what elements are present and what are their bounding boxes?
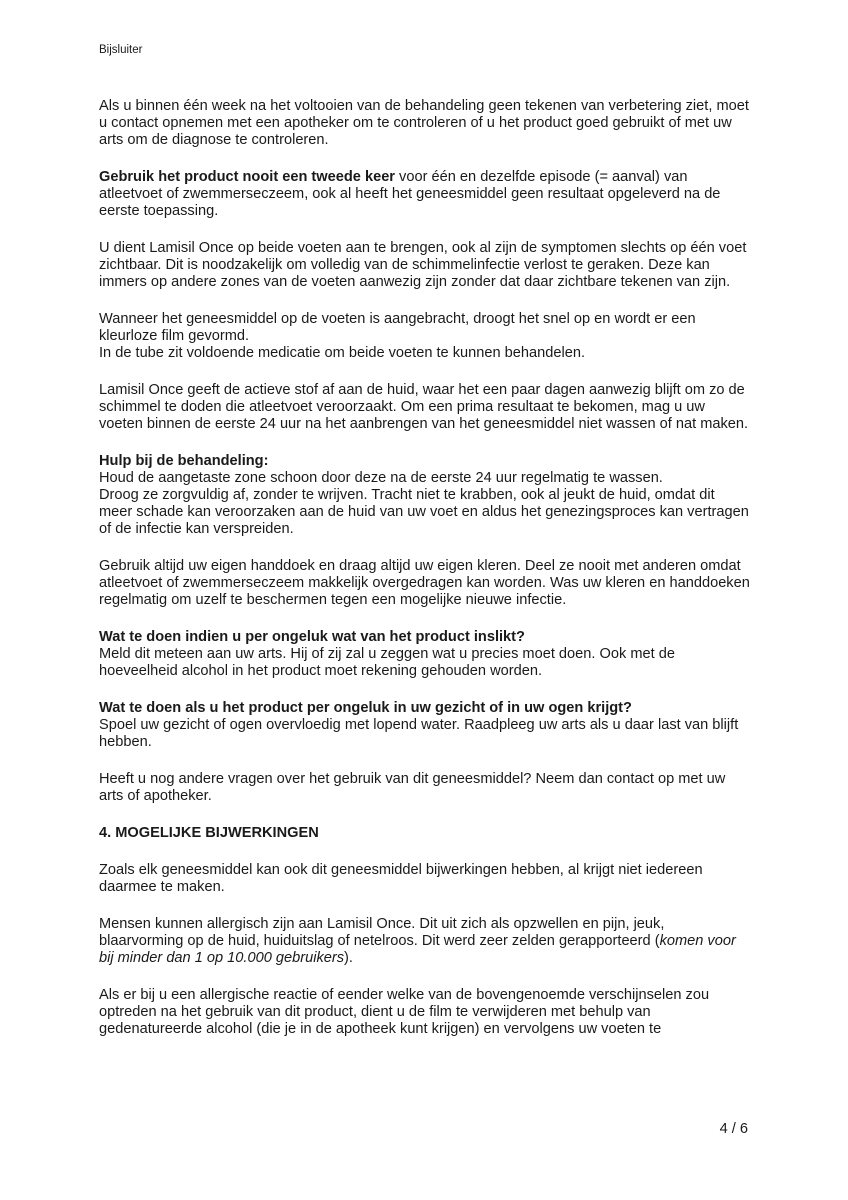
paragraph-line: Houd de aangetaste zone schoon door deze na de eerste 24 uur regelmatig te wassen. [99,470,663,486]
section-heading-text: 4. MOGELIJKE BIJWERKINGEN [99,825,319,841]
paragraph-text: Zoals elk geneesmiddel kan ook dit geneesmiddel bijwerkingen hebben, al krijgt niet iedereen daarmee te maken. [99,862,703,895]
paragraph-more-questions [99,771,751,805]
paragraph-line: Wanneer het geneesmiddel op de voeten is aangebracht, droogt het snel op en wordt er een kleurloze film gevormd. [99,311,696,344]
document-header-label: Bijsluiter [99,44,143,56]
paragraph-text: Als u binnen één week na het voltooien van de behandeling geen tekenen van verbetering ziet, moet u contact opnemen met een apotheker om te controleren of u het product goed gebruikt of met uw arts om de diagnose te controleren. [99,98,749,148]
paragraph-colorless-film [99,311,751,362]
paragraph-text: Heeft u nog andere vragen over het gebruik van dit geneesmiddel? Neem dan contact op met uw arts of apotheker. [99,771,726,804]
paragraph-text: voor één en dezelfde episode (= aanval) van atleetvoet of zwemmerseczeem, ook al heeft het geneesmiddel geen resultaat opgeleverd na de eerste toepassing. [99,169,721,219]
paragraph-treatment-help [99,453,751,538]
paragraph-text: ). [344,950,353,966]
paragraph-side-effects-intro [99,862,751,896]
frequency-note-italic: komen voor bij minder dan 1 op 10.000 gebruikers [99,933,736,966]
paragraph-text: Mensen kunnen allergisch zijn aan Lamisil Once. Dit uit zich als opzwellen en pijn, jeuk, blaarvorming op de huid, huiduitslag of netelroos. Dit werd zeer zelden gerapporteerd ( [99,916,665,949]
paragraph-text: Gebruik altijd uw eigen handdoek en draag altijd uw eigen kleren. Deel ze nooit met anderen omdat atleetvoet of zwemmerseczeem makkelijk overgedragen kan worden. Was uw kleren en handdoeken regelmatig om uzelf te beschermen tegen een mogelijke nieuwe infectie. [99,558,750,608]
paragraph-active-substance [99,382,751,433]
page-number: 4 / 6 [719,1121,748,1137]
paragraph-text: Droog ze zorgvuldig af, zonder te wrijven. Tracht niet te krabben, ook al jeukt de huid, omdat dit meer schade kan veroorzaken aan de huid van uw voet en aldus het genezingsproces kan vertragen of de infectie kan verspreiden. [99,487,749,537]
paragraph-text: Spoel uw gezicht of ogen overvloedig met lopend water. Raadpleeg uw arts als u daar last van blijft hebben. [99,717,739,750]
paragraph-allergic [99,916,751,967]
section-heading-side-effects [99,825,751,842]
paragraph-own-towel [99,558,751,609]
paragraph-never-twice [99,169,751,220]
paragraph-swallowed [99,629,751,680]
paragraph-no-improvement [99,98,751,149]
run-in-heading: Wat te doen als u het product per ongeluk in uw gezicht of in uw ogen krijgt? [99,700,632,716]
paragraph-text: U dient Lamisil Once op beide voeten aan te brengen, ook al zijn de symptomen slechts op één voet zichtbaar. Dit is noodzakelijk om volledig van de schimmelinfectie verlost te geraken. Deze kan immers op andere zones van de voeten aanwezig zijn zonder dat daar zichtbare tekenen van zijn. [99,240,747,290]
paragraph-line: In de tube zit voldoende medicatie om beide voeten te kunnen behandelen. [99,345,586,361]
paragraph-text: Lamisil Once geeft de actieve stof af aan de huid, waar het een paar dagen aanwezig blijft om zo de schimmel te doden die atleetvoet veroorzaakt. Om een prima resultaat te bekomen, mag u uw voeten binnen de eerste 24 uur na het aanbrengen van het geneesmiddel niet wassen of nat maken. [99,382,749,432]
paragraph-face-eyes [99,700,751,751]
bold-lead-text: Gebruik het product nooit een tweede keer [99,169,395,185]
run-in-heading: Hulp bij de behandeling: [99,453,269,469]
run-in-heading: Wat te doen indien u per ongeluk wat van het product inslikt? [99,629,525,645]
document-body [99,98,751,1038]
paragraph-text: Meld dit meteen aan uw arts. Hij of zij zal u zeggen wat u precies moet doen. Ook met de hoeveelheid alcohol in het product moet rekening gehouden worden. [99,646,675,679]
paragraph-text: Als er bij u een allergische reactie of eender welke van de bovengenoemde verschijnselen zou optreden na het gebruik van dit product, dient u de film te verwijderen met behulp van gedenatureerde alcohol (die je in de apotheek kunt krijgen) en vervolgens uw voeten te [99,987,710,1037]
paragraph-allergic-reaction-steps [99,987,751,1038]
paragraph-both-feet [99,240,751,291]
